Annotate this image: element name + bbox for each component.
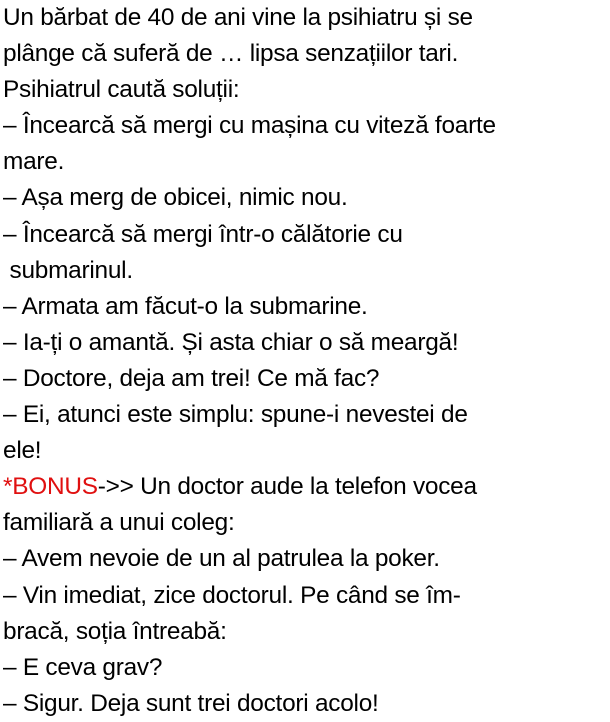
bonus-line: familiară a unui coleg: [3, 509, 235, 537]
joke-line: – Încearcă să mergi într-o călătorie cu [3, 220, 403, 248]
bonus-line: – Avem nevoie de un al patrulea la poker. [3, 545, 440, 573]
joke-line: – Încearcă să mergi cu mașina cu viteză foarte [3, 112, 496, 140]
joke-line: plânge că suferă de … lipsa senzațiilor tari. [3, 40, 459, 68]
joke-line: – Armata am făcut-o la submarine. [3, 292, 368, 320]
joke-line: – Ei, atunci este simplu: spune-i nevestei de [3, 401, 468, 429]
joke-line: – Ia-ți o amantă. Și asta chiar o să meargă! [3, 328, 459, 356]
bonus-header-text: ->> Un doctor aude la telefon vocea [97, 473, 477, 501]
bonus-marker: *BONUS [3, 473, 98, 501]
joke-line: Un bărbat de 40 de ani vine la psihiatru și se [3, 4, 473, 31]
joke-document [3, 0, 607, 722]
bonus-line: – Sigur. Deja sunt trei doctori acolo! [3, 689, 379, 717]
joke-line: submarinul. [3, 256, 133, 284]
bonus-line: – E ceva grav? [3, 653, 163, 681]
bonus-line: – Vin imediat, zice doctorul. Pe când se îm- [3, 581, 461, 609]
joke-line: – Așa merg de obicei, nimic nou. [3, 184, 348, 212]
bonus-line: bracă, soția întreabă: [3, 617, 227, 645]
joke-line: Psihiatrul caută soluții: [3, 76, 240, 104]
joke-line: mare. [3, 148, 65, 176]
joke-line: ele! [3, 437, 42, 465]
joke-line: – Doctore, deja am trei! Ce mă fac? [3, 364, 380, 392]
bonus-header-line [3, 469, 607, 505]
